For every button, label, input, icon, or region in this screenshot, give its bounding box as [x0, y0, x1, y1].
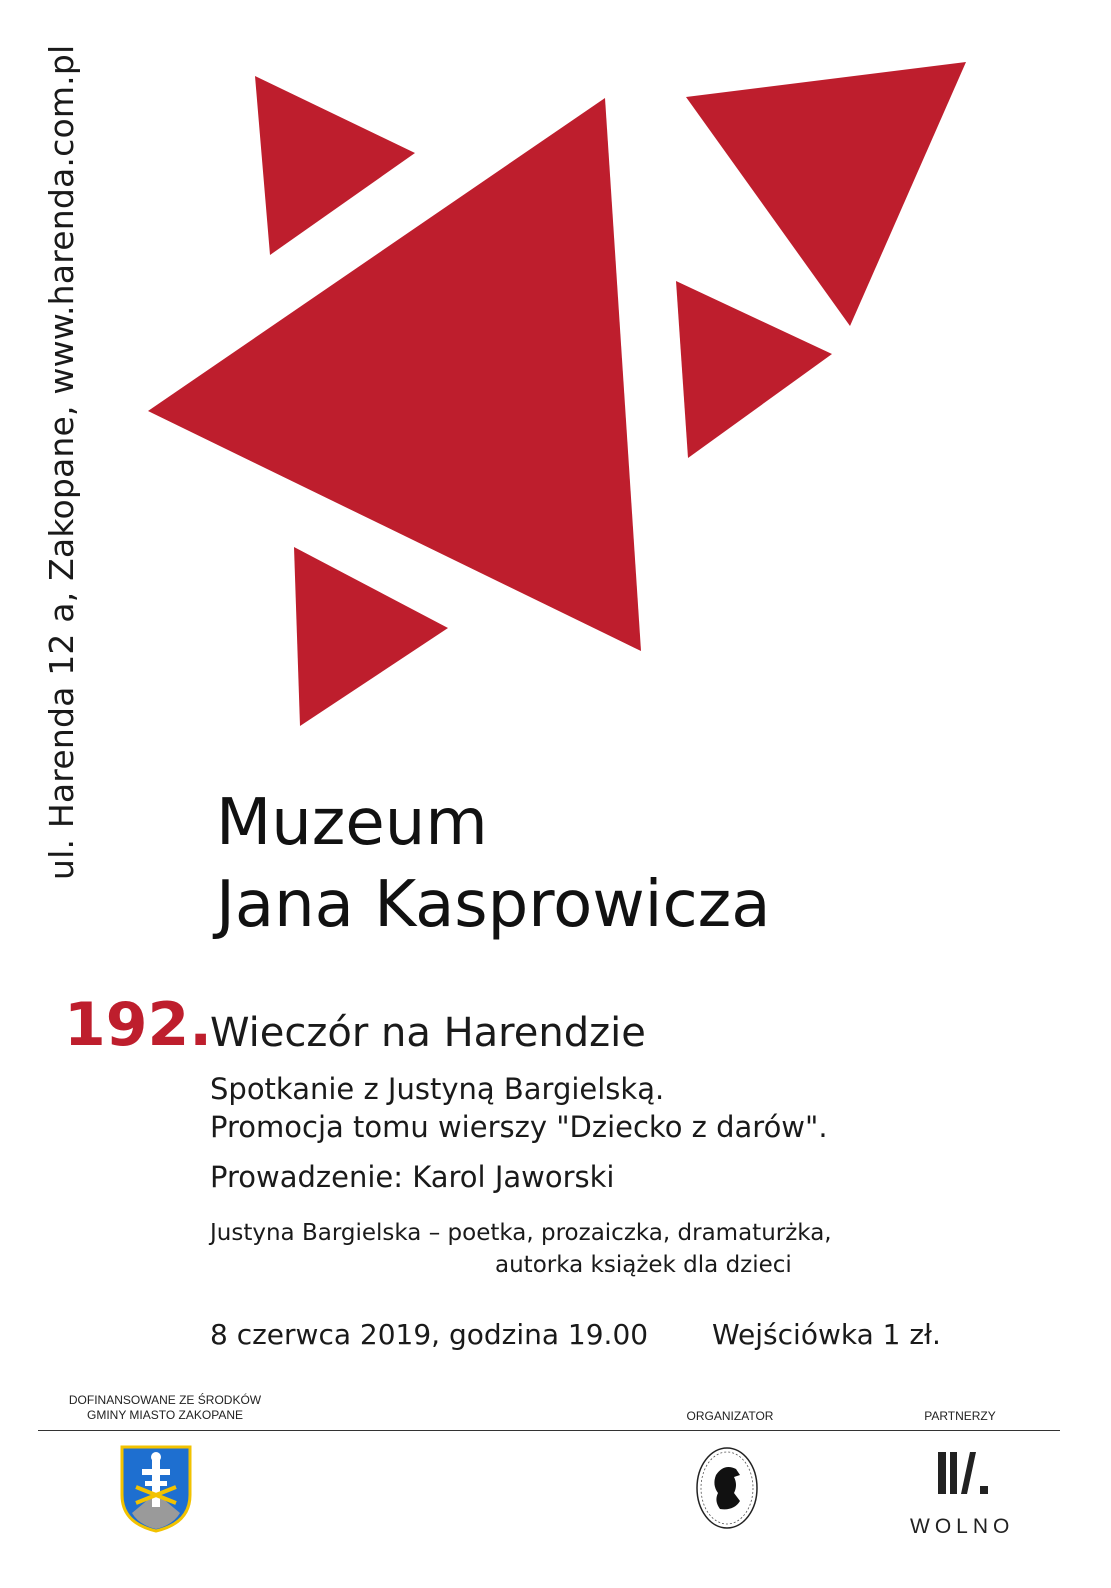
zakopane-crest-icon: [118, 1443, 194, 1535]
funding-line-1: DOFINANSOWANE ZE ŚRODKÓW: [68, 1393, 262, 1407]
ticket-price: Wejściówka 1 zł.: [712, 1318, 941, 1351]
footer-divider: [38, 1430, 1060, 1431]
bio-line-1: Justyna Bargielska – poetka, prozaiczka, dramaturżka,: [210, 1220, 832, 1246]
event-name: Wieczór na Harendzie: [210, 1010, 646, 1056]
event-date: 8 czerwca 2019, godzina 19.00: [210, 1318, 649, 1351]
event-host: Prowadzenie: Karol Jaworski: [210, 1160, 615, 1194]
partners-label: PARTNERZY: [924, 1409, 996, 1423]
event-number: 192.: [64, 990, 213, 1060]
triangle-top-right: [686, 62, 966, 326]
triangle-graphic: [0, 0, 1111, 760]
triangle-large-center: [148, 98, 641, 651]
address-vertical: ul. Harenda 12 a, Zakopane, www.harenda.com.pl: [42, 44, 81, 880]
title-line-1: Muzeum: [216, 786, 488, 860]
event-line-1: Spotkanie z Justyną Bargielską.: [210, 1072, 665, 1106]
bio-line-2: autorka książek dla dzieci: [495, 1252, 792, 1278]
title-line-2: Jana Kasprowicza: [216, 868, 771, 942]
wolno-logo-icon: [934, 1448, 994, 1498]
organizer-seal-icon: [694, 1445, 760, 1531]
partner-logo-text: WOLNO: [910, 1515, 1015, 1538]
triangle-middle-right: [676, 281, 832, 458]
event-line-2: Promocja tomu wierszy "Dziecko z darów".: [210, 1110, 828, 1144]
museum-title: [216, 782, 770, 946]
triangle-top-left: [255, 76, 415, 255]
funding-note: [40, 1393, 290, 1423]
triangle-bottom-left: [294, 547, 448, 726]
funding-line-2: GMINY MIASTO ZAKOPANE: [86, 1408, 244, 1422]
organizer-label: ORGANIZATOR: [686, 1409, 774, 1423]
